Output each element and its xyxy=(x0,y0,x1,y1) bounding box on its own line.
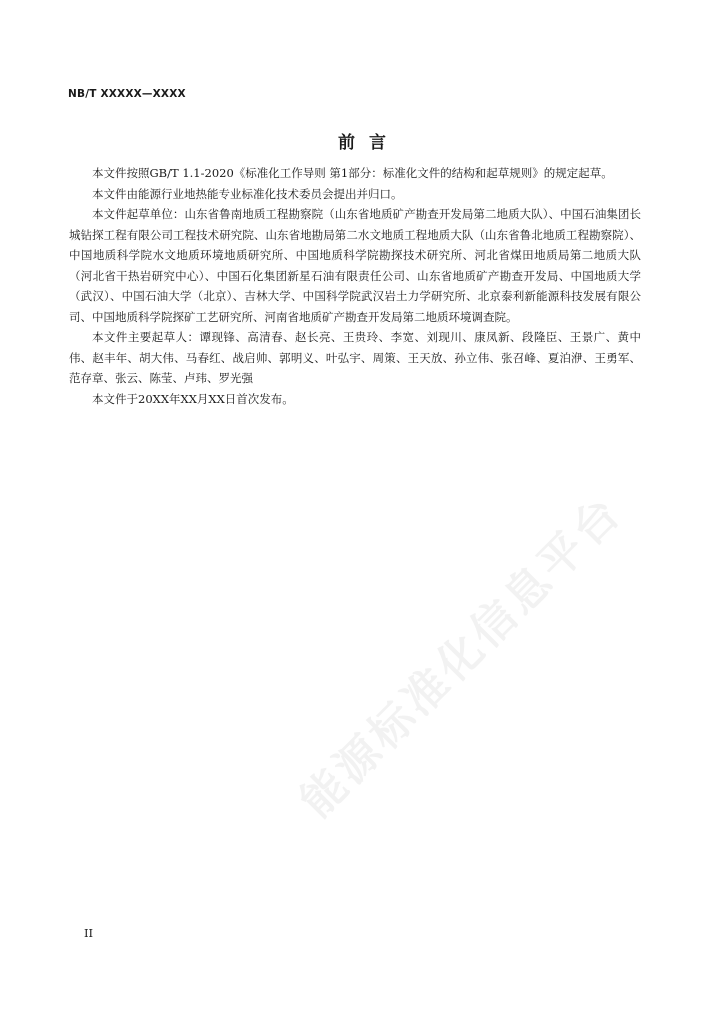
paragraph-drafters: 本文件主要起草人：谭现锋、高清春、赵长亮、王贵玲、李宽、刘现川、康凤新、段隆臣、王景广、黄中伟、赵丰年、胡大伟、马春红、战启帅、郭明义、叶弘宇、周策、王天放、孙立伟、张召峰、夏泊洢、王勇军、范存章、张云、陈莹、卢玮、罗光强 xyxy=(69,330,641,385)
paragraph-proposer: 本文件由能源行业地热能专业标准化技术委员会提出并归口。 xyxy=(92,186,403,201)
document-code-header: NB/T XXXXX—XXXX xyxy=(68,88,186,100)
paragraph-drafting-units: 本文件起草单位：山东省鲁南地质工程勘察院（山东省地质矿产勘查开发局第二地质大队）、中国石油集团长城钻探工程有限公司工程技术研究院、山东省地勘局第二水文地质工程地质大队（山东省鲁北地质工程勘察院）、中国地质科学院水文地质环境地质研究所、中国地质科学院勘探技术研究所、河北省煤田地质局第二地质大队（河北省干热岩研究中心）、中国石化集团新星石油有限责任公司、山东省地质矿产勘查开发局、中国地质大学（武汉）、中国石油大学（北京）、吉林大学、中国科学院武汉岩土力学研究所、北京泰利新能源科技发展有限公司、中国地质科学院探矿工艺研究所、河南省地质矿产勘查开发局第二地质环境调查院。 xyxy=(69,207,641,324)
watermark: 能源标准化信息平台 xyxy=(290,486,633,828)
paragraph-publication: 本文件于20XX年XX月XX日首次发布。 xyxy=(92,391,294,406)
page-number: II xyxy=(84,926,94,940)
foreword-body xyxy=(69,163,641,409)
paragraph-drafting-rules: 本文件按照GB/T 1.1-2020《标准化工作导则 第1部分：标准化文件的结构和起草规则》的规定起草。 xyxy=(92,166,613,180)
section-title: 前言 xyxy=(338,133,400,153)
